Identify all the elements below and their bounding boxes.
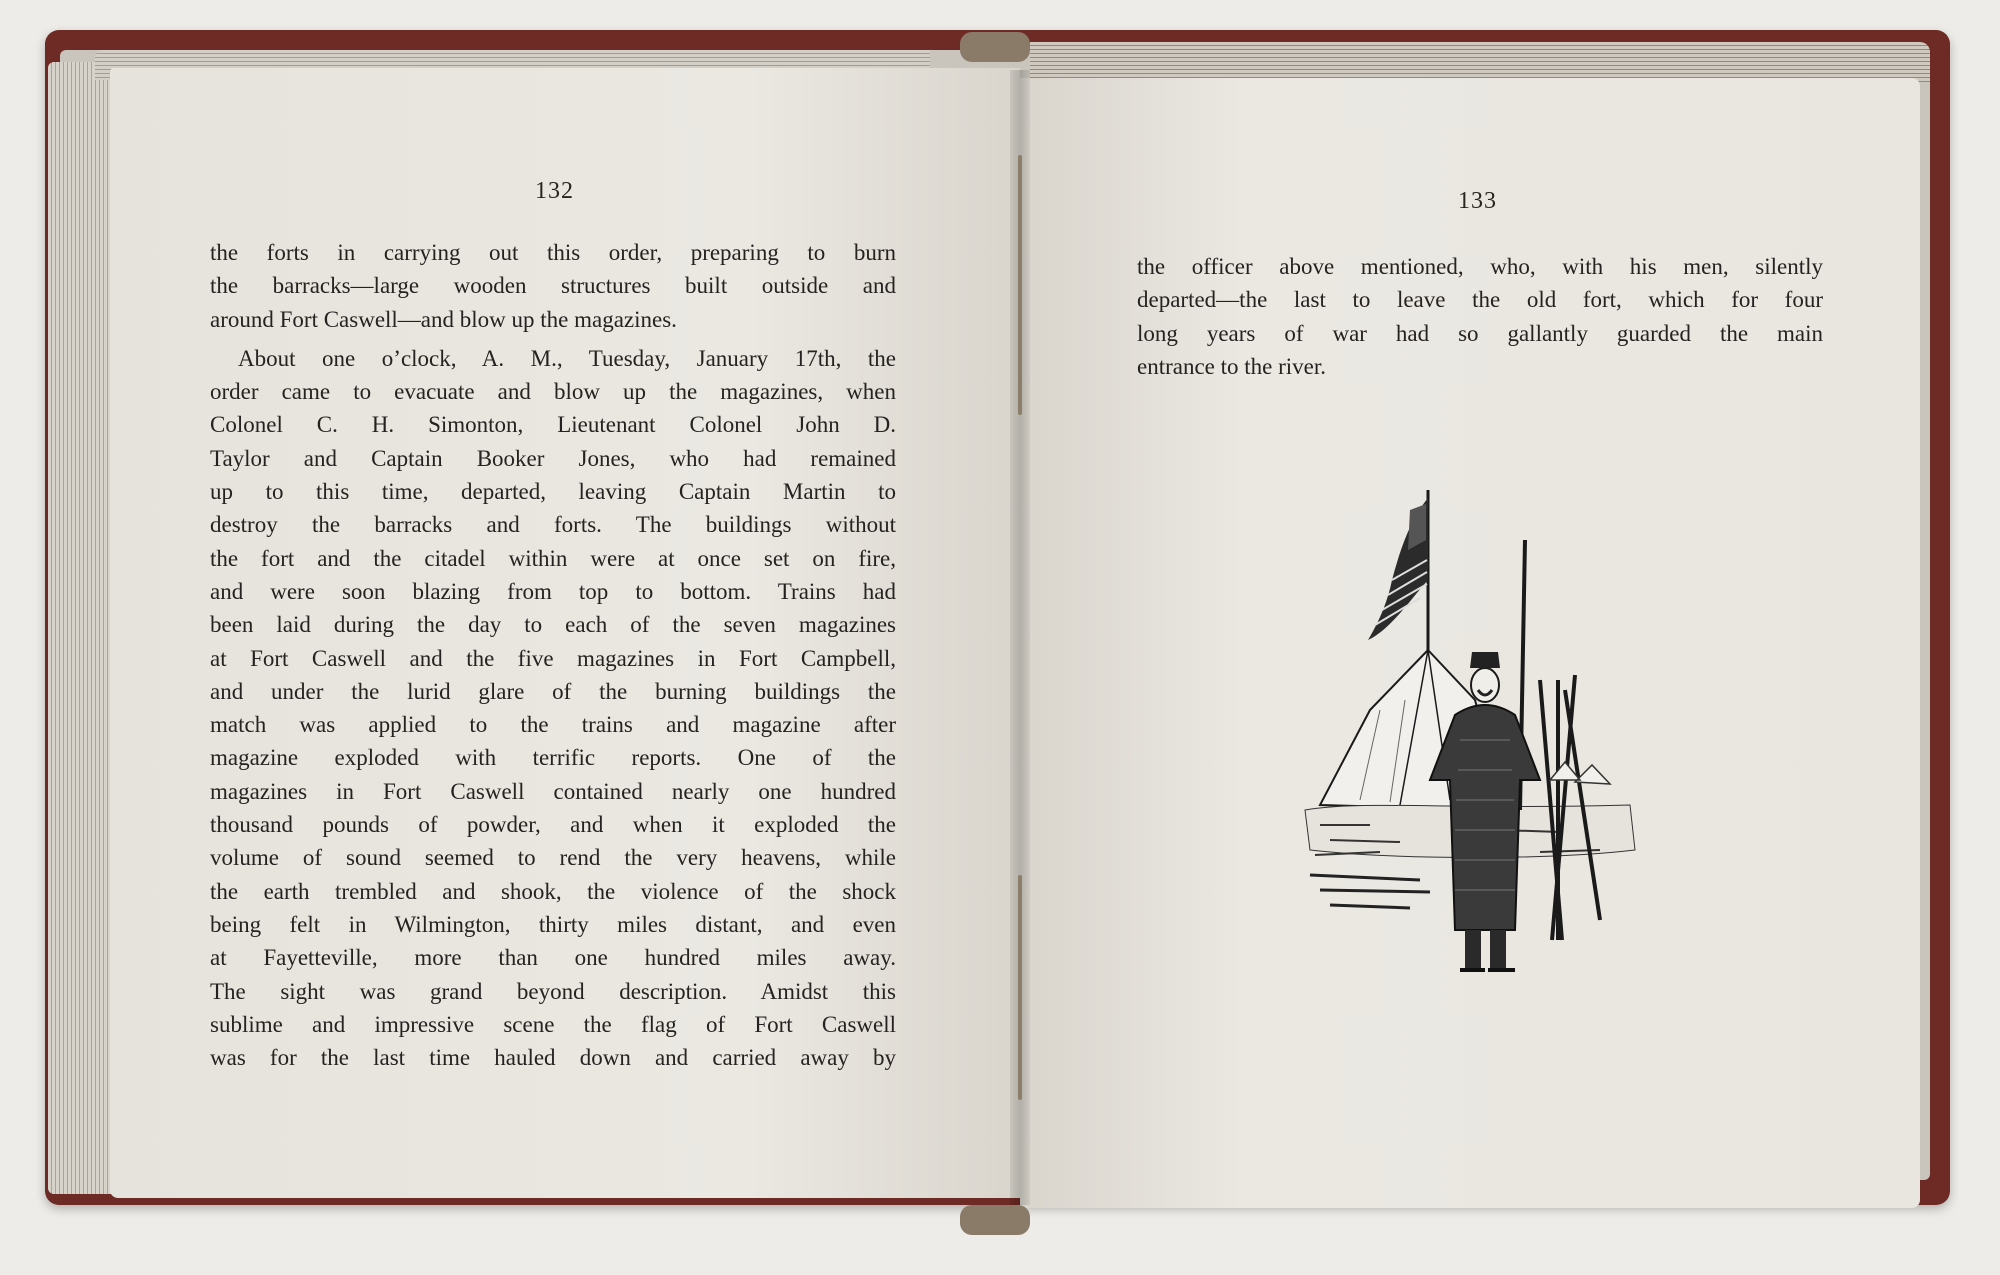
text-line: volume of sound seemed to rend the very heavens, while bbox=[210, 845, 896, 871]
text-line: order came to evacuate and blow up the magazines, when bbox=[210, 379, 896, 405]
left-page-number: 132 bbox=[535, 178, 574, 204]
spine-knot-bottom bbox=[960, 1205, 1030, 1235]
text-line: match was applied to the trains and magazine after bbox=[210, 712, 896, 738]
text-line: at Fort Caswell and the five magazines in Fort Campbell, bbox=[210, 645, 896, 671]
soldier-with-flag-and-tent-icon bbox=[1300, 480, 1650, 980]
binding-thread-upper bbox=[1018, 155, 1022, 415]
page-edges-top-right bbox=[1030, 42, 1930, 82]
spine-knot-top bbox=[960, 32, 1030, 62]
text-line: entrance to the river. bbox=[1137, 353, 1327, 379]
right-page-text bbox=[1137, 250, 1823, 383]
text-line: departed—the last to leave the old fort, which for four bbox=[1137, 287, 1823, 313]
text-line: up to this time, departed, leaving Captain Martin to bbox=[210, 479, 896, 505]
text-line: the officer above mentioned, who, with his men, silently bbox=[1137, 254, 1823, 279]
page-edges-left bbox=[48, 62, 118, 1194]
right-page-number: 133 bbox=[1458, 188, 1497, 214]
text-line: About one o’clock, A. M., Tuesday, January 17th, the bbox=[238, 345, 896, 371]
text-line: The sight was grand beyond description. Amidst this bbox=[210, 978, 896, 1004]
text-line: Colonel C. H. Simonton, Lieutenant Colonel John D. bbox=[210, 412, 896, 438]
left-page-text bbox=[210, 236, 896, 1074]
text-line: magazines in Fort Caswell contained nearly one hundred bbox=[210, 778, 896, 804]
text-line: the fort and the citadel within were at once set on fire, bbox=[210, 545, 896, 571]
text-line: and were soon blazing from top to bottom. Trains had bbox=[210, 578, 896, 604]
text-line: the forts in carrying out this order, preparing to burn bbox=[210, 240, 896, 265]
text-line: around Fort Caswell—and blow up the magazines. bbox=[210, 306, 677, 332]
text-line: was for the last time hauled down and carried away by bbox=[210, 1045, 896, 1071]
text-line: long years of war had so gallantly guarded the main bbox=[1137, 320, 1823, 346]
text-line: the barracks—large wooden structures built outside and bbox=[210, 273, 896, 299]
text-line: magazine exploded with terrific reports. One of the bbox=[210, 745, 896, 771]
text-line: and under the lurid glare of the burning buildings the bbox=[210, 678, 896, 704]
text-line: destroy the barracks and forts. The buildings without bbox=[210, 512, 896, 538]
text-line: been laid during the day to each of the seven magazines bbox=[210, 612, 896, 638]
text-line: being felt in Wilmington, thirty miles distant, and even bbox=[210, 911, 896, 937]
text-line: sublime and impressive scene the flag of Fort Caswell bbox=[210, 1011, 896, 1037]
text-line: the earth trembled and shook, the violence of the shock bbox=[210, 878, 896, 904]
binding-thread-lower bbox=[1018, 875, 1022, 1100]
text-line: Taylor and Captain Booker Jones, who had remained bbox=[210, 445, 896, 471]
text-line: at Fayetteville, more than one hundred miles away. bbox=[210, 945, 896, 971]
text-line: thousand pounds of powder, and when it exploded the bbox=[210, 812, 896, 838]
